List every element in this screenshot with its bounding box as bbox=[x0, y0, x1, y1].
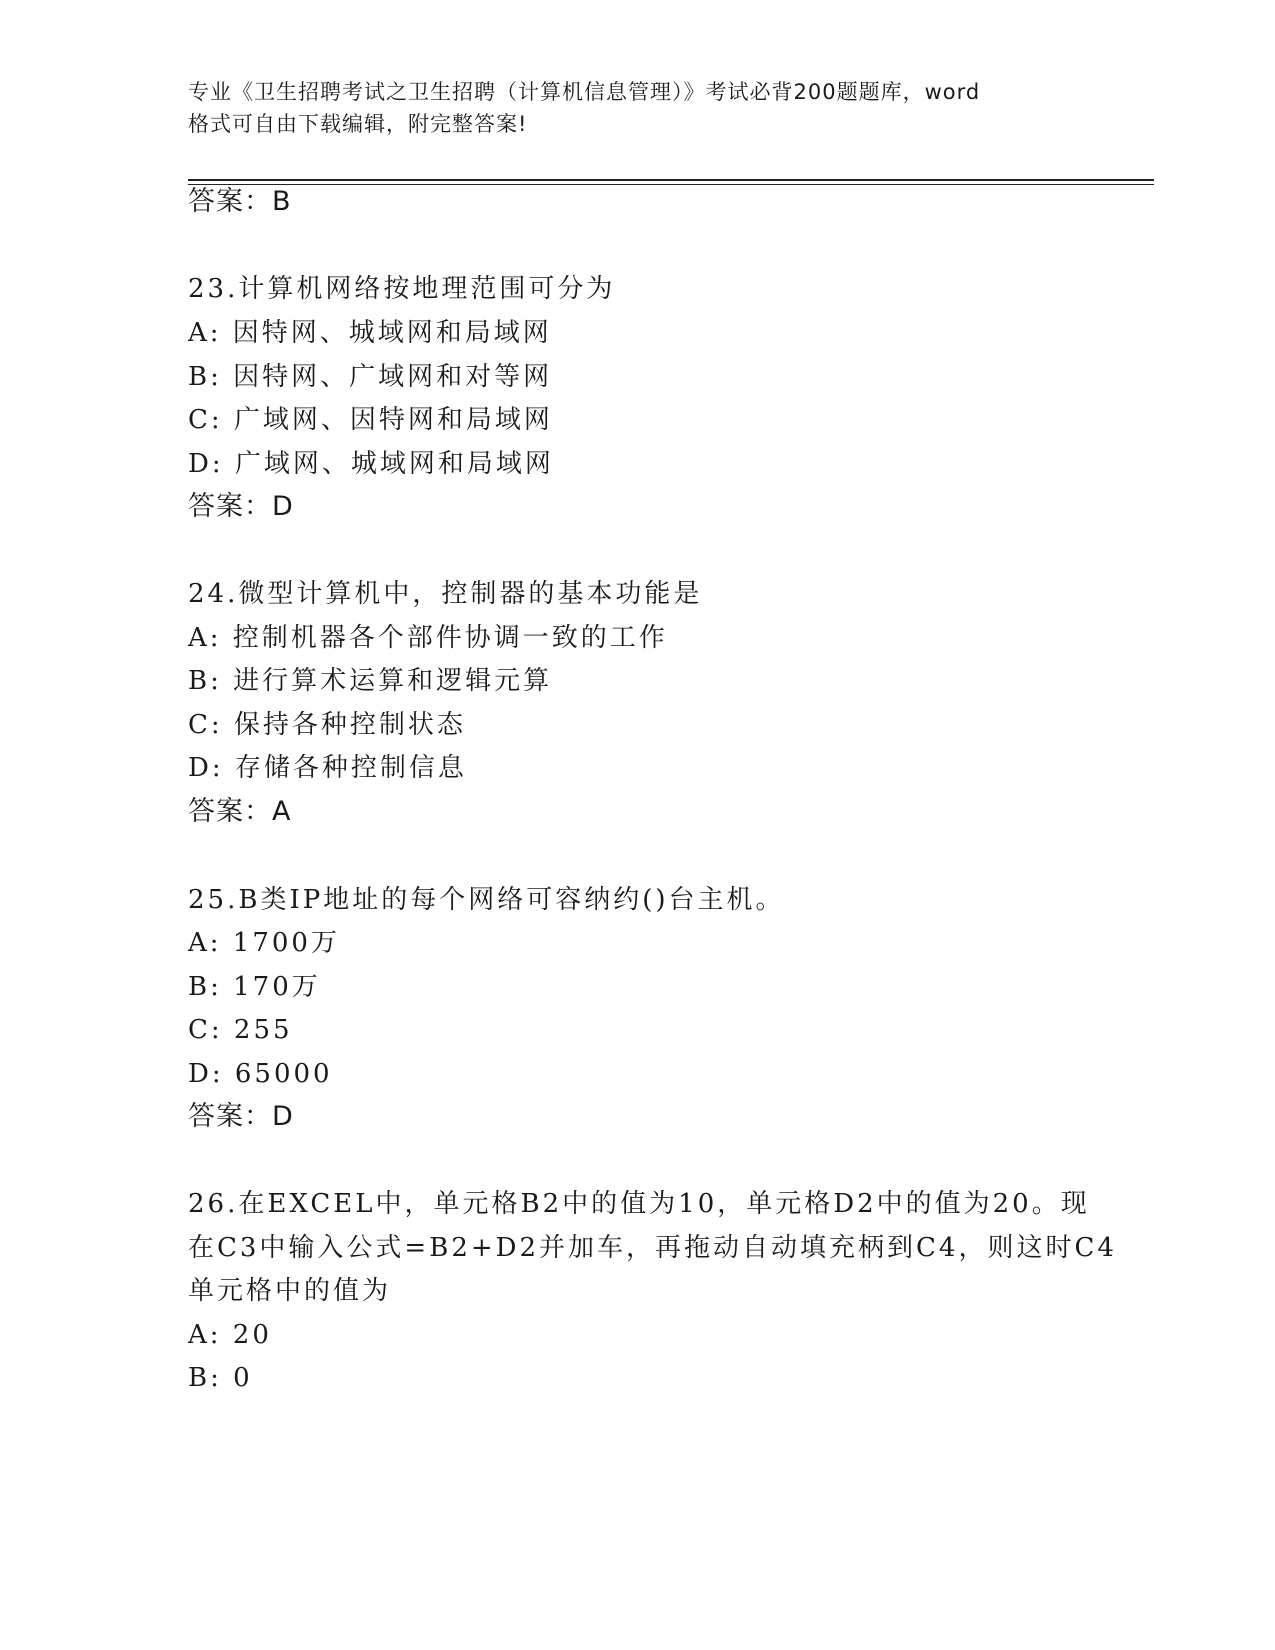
question-23-option-b: B: 因特网、广域网和对等网 bbox=[188, 362, 553, 392]
question-26-option-a: A: 20 bbox=[188, 1320, 272, 1350]
question-24-option-b: B: 进行算术运算和逻辑元算 bbox=[188, 666, 553, 696]
question-26-option-b: B: 0 bbox=[188, 1363, 253, 1393]
question-25-option-c: C: 255 bbox=[188, 1015, 293, 1045]
header-divider-thick bbox=[188, 179, 1154, 181]
question-24-answer: 答案：A bbox=[188, 796, 292, 827]
question-26-line-3: 单元格中的值为 bbox=[188, 1276, 392, 1306]
question-23-option-c: C: 广域网、因特网和局域网 bbox=[188, 405, 553, 435]
question-24: 24.微型计算机中，控制器的基本功能是 bbox=[188, 579, 703, 609]
header-divider-thin bbox=[188, 184, 1154, 185]
question-24-option-d: D: 存储各种控制信息 bbox=[188, 753, 467, 783]
question-24-option-c: C: 保持各种控制状态 bbox=[188, 710, 466, 740]
question-26-line-1: 26.在EXCEL中，单元格B2中的值为10，单元格D2中的值为20。现 bbox=[188, 1189, 1090, 1219]
question-25-answer: 答案：D bbox=[188, 1101, 294, 1132]
question-23-option-a: A: 因特网、城域网和局域网 bbox=[188, 318, 552, 348]
question-26-line-2: 在C3中输入公式=B2+D2并加车，再拖动自动填充柄到C4，则这时C4 bbox=[188, 1233, 1117, 1263]
question-25-option-a: A: 1700万 bbox=[188, 928, 340, 958]
question-25-option-b: B: 170万 bbox=[188, 972, 321, 1002]
question-23: 23.计算机网络按地理范围可分为 bbox=[188, 274, 616, 304]
question-25-option-d: D: 65000 bbox=[188, 1059, 333, 1089]
question-23-answer: 答案：D bbox=[188, 491, 294, 522]
answer-previous: 答案：B bbox=[188, 186, 292, 217]
header-title-line-1: 专业《卫生招聘考试之卫生招聘（计算机信息管理）》考试必背200题题库，word bbox=[188, 80, 981, 104]
question-23-option-d: D: 广域网、城域网和局域网 bbox=[188, 449, 554, 479]
document-header bbox=[188, 76, 1088, 140]
question-24-option-a: A: 控制机器各个部件协调一致的工作 bbox=[188, 623, 668, 653]
question-25: 25.B类IP地址的每个网络可容纳约()台主机。 bbox=[188, 885, 785, 915]
header-title-line-2: 格式可自由下载编辑，附完整答案! bbox=[188, 112, 528, 136]
